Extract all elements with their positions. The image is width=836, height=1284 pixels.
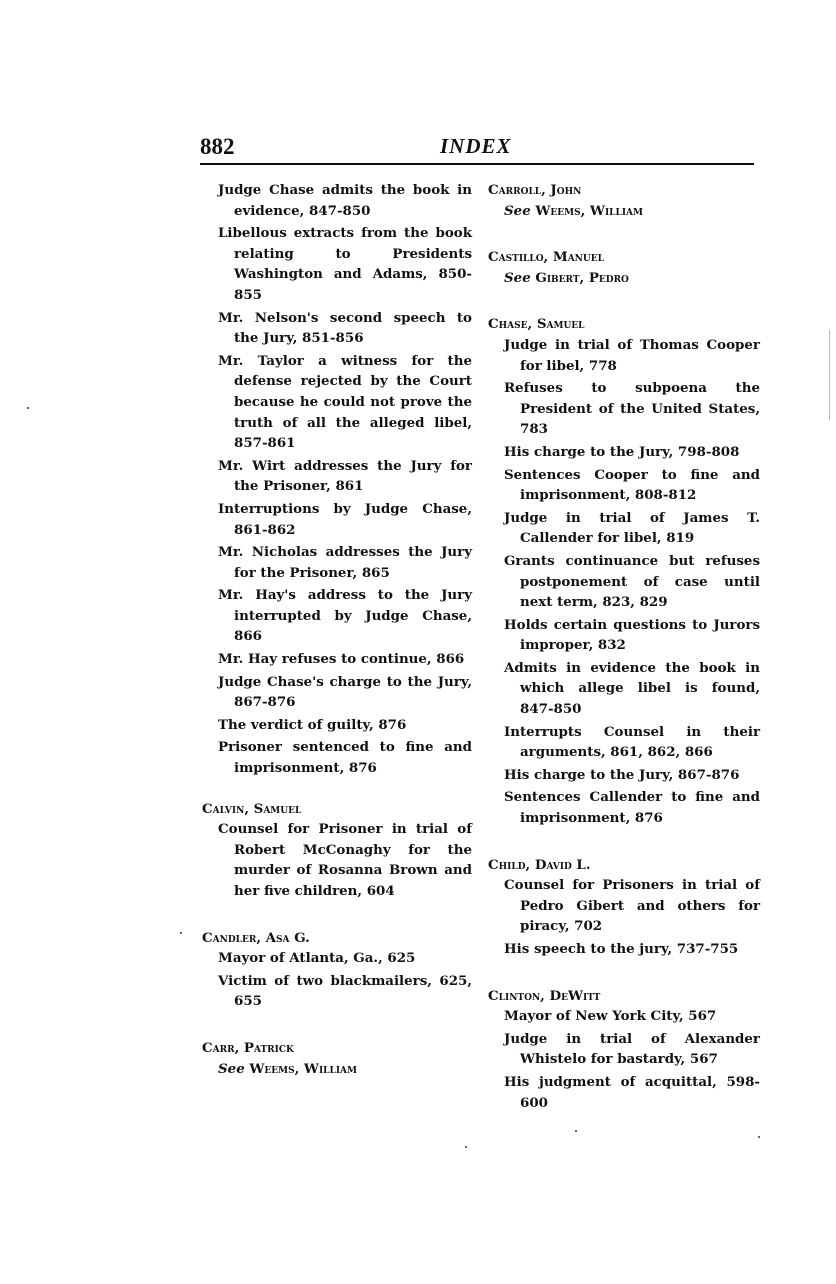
entry-heading: Child, David L. [488,856,591,873]
index-entry-calvin [202,799,472,902]
cross-reference [488,268,760,289]
left-column [202,180,472,1105]
see-word: See [504,269,531,286]
subentry: His speech to the jury, 737-755 [504,941,739,957]
cross-reference [488,201,760,222]
scan-speck [180,932,182,934]
subentry: His charge to the Jury, 867-876 [504,766,740,783]
entry-heading: Carr, Patrick [202,1039,294,1056]
subentry: Victim of two blackmailers, 625, 655 [218,972,472,1010]
index-entry-carr [202,1038,472,1079]
index-entry-candler [202,928,472,1012]
subentry: Counsel for Prisoners in trial of Pedro Gibert and others for piracy, 702 [504,877,760,935]
index-entry-castillo [488,247,760,288]
subentry: Judge in trial of James T. Callender for libel, 819 [504,509,760,547]
entry-heading: Candler, Asa G. [202,929,310,946]
subentry: Judge in trial of Thomas Cooper for libel, 778 [504,336,760,374]
scan-speck [758,1136,760,1138]
subentry: Mr. Hay's address to the Jury interrupted by Judge Chase, 866 [218,587,472,645]
entry-heading: Carroll, John [488,182,582,198]
subentry: Interrupts Counsel in their arguments, 861, 862, 866 [504,723,760,761]
subentry: Mr. Nelson's second speech to the Jury, 851-856 [218,309,472,347]
see-word: See [504,202,531,219]
subentry: Mayor of Atlanta, Ga., 625 [218,950,416,967]
subentry: The verdict of guilty, 876 [218,716,407,733]
entry-heading: Castillo, Manuel [488,249,604,266]
continued-entry [202,180,472,779]
subentry: Holds certain questions to Jurors improper, 832 [504,616,760,654]
index-entry-chase [488,314,760,828]
header-rule [200,163,754,165]
page-header [200,134,754,162]
subentry: Interruptions by Judge Chase, 861-862 [218,500,472,538]
entry-heading: Calvin, Samuel [202,800,302,817]
subentry: Mr. Taylor a witness for the defense rejected by the Court because he could not prove the truth of all the alleged libel, 857-861 [218,352,472,452]
running-title: INDEX [440,134,512,158]
scan-speck [465,1146,467,1148]
subentry: Libellous extracts from the book relating to Presidents Washington and Adams, 850-855 [218,225,472,303]
entry-heading: Chase, Samuel [488,316,585,333]
subentry: His charge to the Jury, 798-808 [504,443,740,460]
page-number: 882 [200,134,235,159]
subentry: Mr. Wirt addresses the Jury for the Prisoner, 861 [218,457,472,495]
page-edge-shadow [829,330,830,420]
see-target: Weems, William [249,1060,357,1077]
index-entry-child [488,855,760,960]
index-entry-clinton [488,986,760,1114]
subentry: Sentences Callender to fine and imprisonment, 876 [504,789,760,827]
subentry: Prisoner sentenced to fine and imprisonment, 876 [218,739,472,777]
subentry: His judgment of acquittal, 598-600 [504,1073,760,1111]
subentry: Grants continuance but refuses postponement of case until next term, 823, 829 [504,552,760,611]
subentry: Judge Chase's charge to the Jury, 867-876 [218,673,472,711]
see-target: Weems, William [535,202,643,219]
subentry: Sentences Cooper to fine and imprisonment, 808-812 [504,466,760,504]
subentry: Mayor of New York City, 567 [504,1008,717,1025]
subentry: Admits in evidence the book in which allege libel is found, 847-850 [504,659,760,718]
subentry: Counsel for Prisoner in trial of Robert McConaghy for the murder of Rosanna Brown and her five children, 604 [218,821,472,899]
scan-speck [575,1130,577,1132]
subentry: Refuses to subpoena the President of the United States, 783 [504,380,760,438]
see-word: See [218,1060,245,1077]
right-column [488,180,760,1139]
index-entry-carroll [488,180,760,221]
subentry: Mr. Nicholas addresses the Jury for the Prisoner, 865 [218,544,472,581]
entry-heading: Clinton, DeWitt [488,987,601,1004]
subentry: Judge Chase admits the book in evidence, 847-850 [218,182,472,219]
cross-reference [202,1059,472,1080]
see-target: Gibert, Pedro [535,269,629,286]
scan-speck [27,407,29,409]
subentry: Mr. Hay refuses to continue, 866 [218,651,465,668]
subentry: Judge in trial of Alexander Whistelo for bastardy, 567 [504,1030,760,1068]
